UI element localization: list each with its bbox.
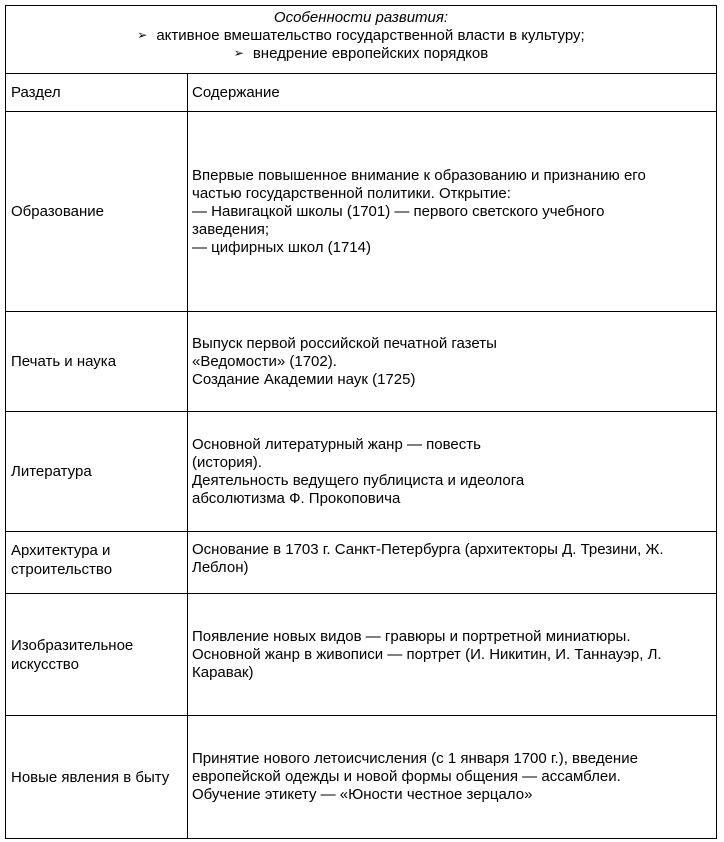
column-header-section: Раздел: [6, 74, 188, 111]
content-line: Основание в 1703 г. Санкт-Петербурга (архитекторы Д. Трезини, Ж.: [192, 541, 664, 558]
table-row: [6, 312, 716, 412]
table-row: [6, 112, 716, 312]
section-line: Изобразительное: [11, 636, 134, 654]
content-line: Впервые повышенное внимание к образованию и признанию его: [192, 166, 646, 184]
content-line: Основной литературный жанр — повесть: [192, 435, 481, 453]
table-row: [6, 594, 716, 716]
row-content-cell: [188, 312, 716, 411]
row-content-cell: [188, 532, 716, 593]
header-title: Особенности развития:: [273, 9, 449, 26]
row-content-cell: [188, 716, 716, 838]
row-content-cell: [188, 412, 716, 531]
section-line: строительство: [11, 561, 113, 578]
arrowhead-bullet-icon: ➢: [233, 46, 244, 60]
content-line: Выпуск первой российской печатной газеты: [192, 334, 497, 352]
row-section-cell: [6, 532, 188, 593]
table-header-block: [6, 6, 716, 74]
content-line: абсолютизма Ф. Прокоповича: [192, 489, 401, 507]
header-bullet-1: [6, 27, 716, 45]
header-bullet-2: [6, 45, 716, 63]
header-bullet-text: активное вмешательство государственной власти в культуру;: [156, 27, 585, 44]
row-section-cell: Новые явления в быту: [6, 716, 188, 838]
content-line: «Ведомости» (1702).: [192, 352, 337, 370]
section-line: искусство: [11, 655, 79, 673]
content-line: частью государственной политики. Открытие:: [192, 184, 511, 202]
section-line: Архитектура и: [11, 542, 111, 559]
row-section-cell: Печать и наука: [6, 312, 188, 411]
content-line: Деятельность ведущего публициста и идеолога: [192, 471, 525, 489]
column-header-content: Содержание: [192, 83, 280, 101]
content-line: Появление новых видов — гравюры и портретной миниатюры.: [192, 627, 631, 645]
content-line: — цифирных школ (1714): [192, 238, 371, 256]
content-line: Леблон): [192, 559, 249, 576]
row-content-cell: [188, 112, 716, 311]
culture-table: [5, 5, 717, 839]
table-column-header-row: [6, 74, 716, 112]
row-section-cell: Образование: [6, 112, 188, 311]
content-line: европейской одежды и новой формы общения — ассамблеи.: [192, 768, 621, 785]
table-row: [6, 412, 716, 532]
row-section-cell: [6, 594, 188, 715]
content-line: Принятие нового летоисчисления (с 1 января 1700 г.), введение: [192, 750, 638, 767]
content-line: (история).: [192, 453, 262, 471]
row-section-cell: Литература: [6, 412, 188, 531]
content-line: Обучение этикету — «Юности честное зерцало»: [192, 786, 533, 803]
content-line: — Навигацкой школы (1701) — первого светского учебного: [192, 202, 605, 220]
content-line: Каравак): [192, 663, 254, 681]
content-line: Основной жанр в живописи — портрет (И. Никитин, И. Таннауэр, Л.: [192, 645, 662, 663]
content-line: Создание Академии наук (1725): [192, 370, 416, 388]
header-bullet-text: внедрение европейских порядков: [252, 45, 489, 62]
arrowhead-bullet-icon: ➢: [137, 28, 148, 42]
table-row: [6, 532, 716, 594]
content-line: заведения;: [192, 220, 270, 238]
table-row: [6, 716, 716, 838]
row-content-cell: [188, 594, 716, 715]
